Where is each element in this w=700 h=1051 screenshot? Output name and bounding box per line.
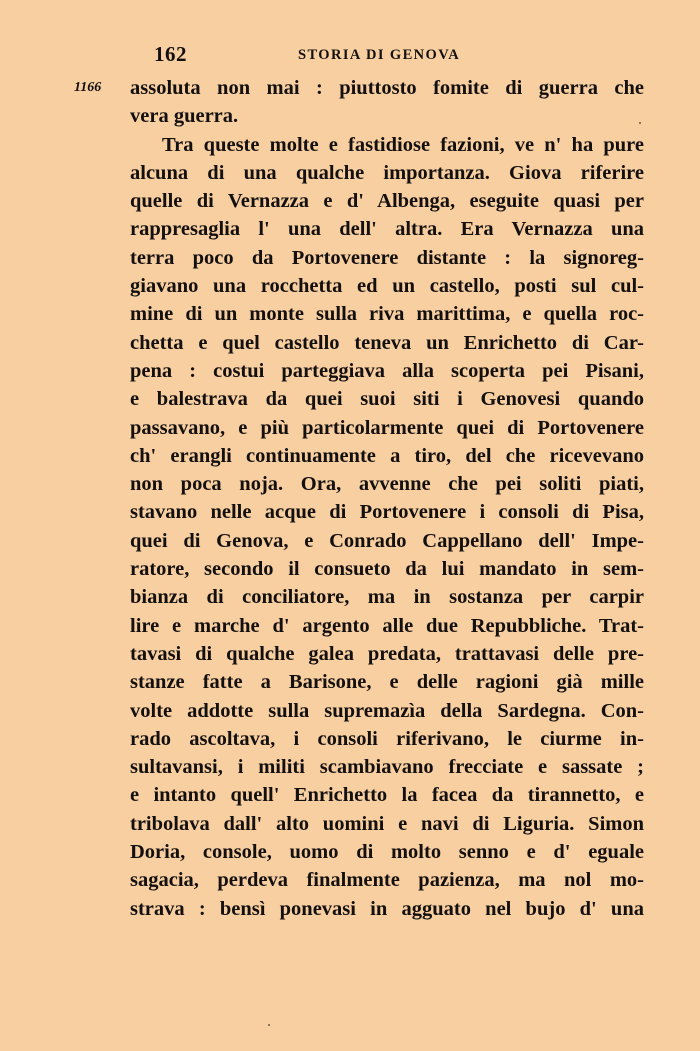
text-line: Tra queste molte e fastidiose fazioni, ve n' ha pure: [162, 133, 644, 156]
text-line: sultavansi, i militi scambiavano frecciate e sassate ;: [130, 756, 644, 779]
page-header: [0, 42, 700, 72]
print-speck: [639, 122, 641, 124]
text-line: mine di un monte sulla riva marittima, e quella roc-: [130, 303, 644, 326]
margin-year-note: 1166: [74, 80, 102, 95]
text-line: lire e marche d' argento alle due Repubbliche. Trat-: [130, 614, 644, 637]
text-line: terra poco da Portovenere distante : la signoreg-: [130, 246, 644, 269]
text-line: Doria, console, uomo di molto senno e d' eguale: [130, 841, 644, 864]
text-line: e balestrava da quei suoi siti i Genovesi quando: [130, 388, 644, 411]
page-number: 162: [154, 42, 187, 66]
text-line: volte addotte sulla supremazìa della Sardegna. Con-: [130, 699, 644, 722]
text-line: quelle di Vernazza e d' Albenga, eseguite quasi per: [130, 190, 644, 213]
text-line: quei di Genova, e Conrado Cappellano dell' Impe-: [130, 529, 644, 552]
running-title: STORIA DI GENOVA: [298, 47, 461, 63]
text-line: rado ascoltava, i consoli riferivano, le ciurme in-: [130, 727, 644, 750]
print-speck: [268, 1024, 270, 1026]
text-line: stavano nelle acque di Portovenere i consoli di Pisa,: [130, 501, 644, 524]
text-line: tribolava dall' alto uomini e navi di Liguria. Simon: [130, 812, 644, 835]
text-line: assoluta non mai : piuttosto fomite di guerra che: [130, 77, 644, 99]
text-line: non poca noja. Ora, avvenne che pei soliti piati,: [130, 473, 644, 496]
text-line: pena : costui parteggiava alla scoperta pei Pisani,: [130, 359, 644, 382]
text-line: alcuna di una qualche importanza. Giova riferire: [130, 161, 644, 184]
text-line: ch' erangli continuamente a tiro, del che ricevevano: [130, 444, 644, 467]
text-line: bianza di conciliatore, ma in sostanza per carpir: [130, 586, 644, 609]
body-text: [130, 74, 644, 923]
text-line: rappresaglia l' una dell' altra. Era Vernazza una: [130, 218, 644, 241]
text-line: vera guerra.: [130, 105, 239, 128]
text-line: giavano una rocchetta ed un castello, posti sul cul-: [130, 275, 644, 298]
text-line: ratore, secondo il consueto da lui mandato in sem-: [130, 558, 644, 581]
text-line: tavasi di qualche galea predata, trattavasi delle pre-: [130, 642, 644, 665]
text-line: sagacia, perdeva finalmente pazienza, ma nol mo-: [130, 869, 644, 892]
text-line: stanze fatte a Barisone, e delle ragioni già mille: [130, 671, 644, 694]
text-line: passavano, e più particolarmente quei di Portovenere: [130, 416, 644, 439]
text-line: strava : bensì ponevasi in agguato nel bujo d' una: [130, 897, 644, 920]
text-line: chetta e quel castello teneva un Enrichetto di Car-: [130, 331, 644, 354]
text-line: e intanto quell' Enrichetto la facea da tirannetto, e: [130, 784, 644, 807]
